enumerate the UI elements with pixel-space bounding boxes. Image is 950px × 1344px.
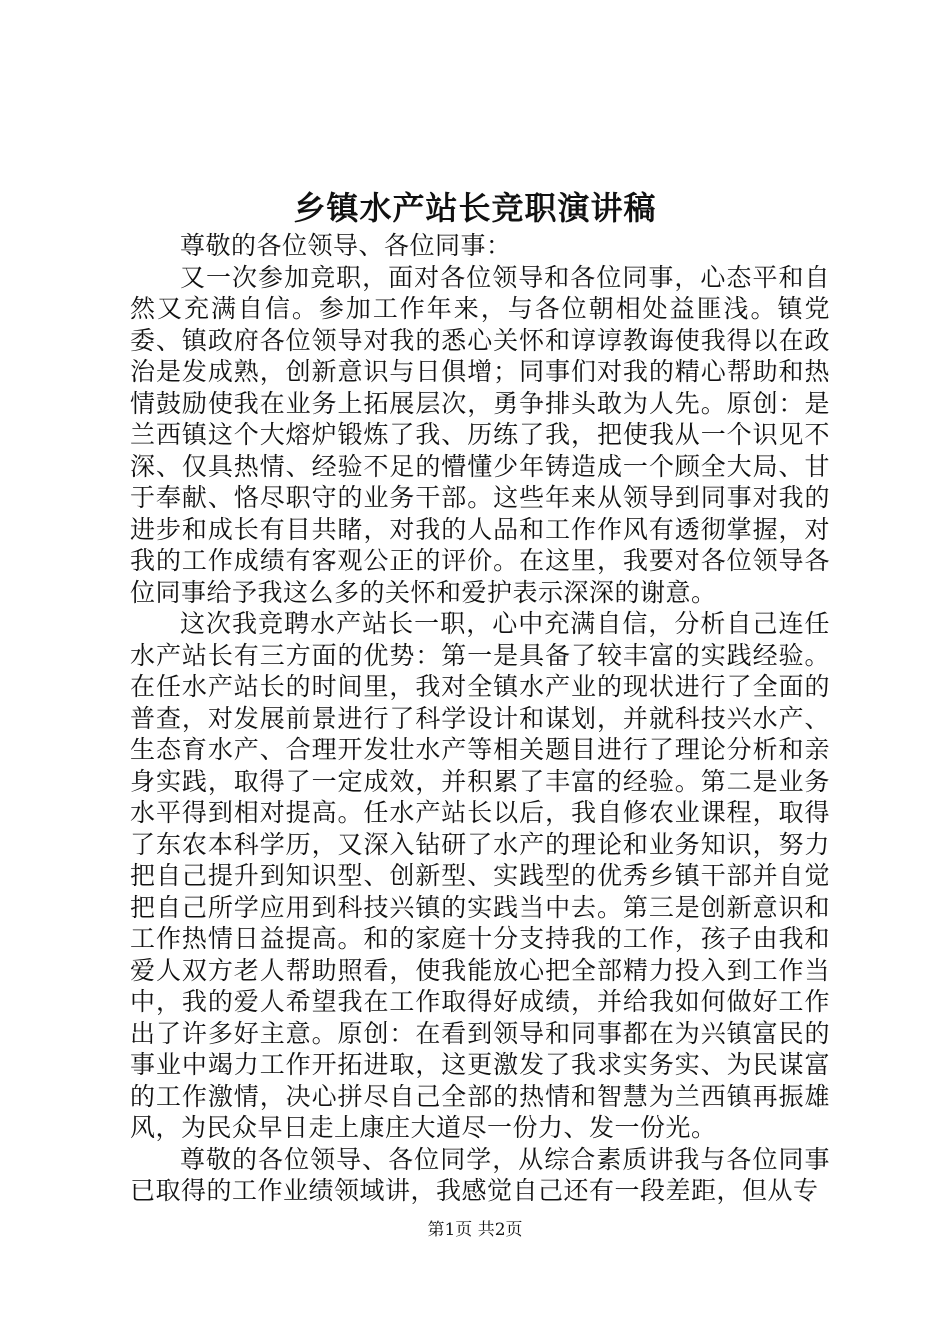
body-paragraph: 尊敬的各位领导、各位同学，从综合素质讲我与各位同事已取得的工作业绩领域讲，我感觉自己还有一段差距，但从专 [130,1144,830,1205]
page-title: 乡镇水产站长竞职演讲稿 [293,189,657,227]
salutation-paragraph: 尊敬的各位领导、各位同事： [180,231,512,260]
body-paragraph: 这次我竞聘水产站长一职，心中充满自信，分析自己连任水产站长有三方面的优势：第一是具备了较丰富的实践经验。在任水产站长的时间里，我对全镇水产业的现状进行了全面的普查，对发展前景进行了科学设计和谋划，并就科技兴水产、生态育水产、合理开发壮水产等相关题目进行了理论分析和亲身实践，取得了一定成效，并积累了丰富的经验。第二是业务水平得到相对提高。任水产站长以后，我自修农业课程，取得了东农本科学历，又深入钻研了水产的理论和业务知识，努力把自己提升到知识型、创新型、实践型的优秀乡镇干部并自觉把自己所学应用到科技兴镇的实践当中去。第三是创新意识和工作热情日益提高。和的家庭十分支持我的工作，孩子由我和爱人双方老人帮助照看，使我能放心把全部精力投入到工作当中，我的爱人希望我在工作取得好成绩，并给我如何做好工作出了许多好主意。原创：在看到领导和同事都在为兴镇富民的事业中竭力工作开拓进取，这更激发了我求实务实、为民谋富的工作激情，决心拼尽自己全部的热情和智慧为兰西镇再振雄风，为民众早日走上康庄大道尽一份力、发一份光。 [130,609,830,1142]
document-body [130,230,830,1207]
body-paragraph: 又一次参加竞职，面对各位领导和各位同事，心态平和自然又充满自信。参加工作年来，与各位朝相处益匪浅。镇党委、镇政府各位领导对我的悉心关怀和谆谆教诲使我得以在政治是发成熟，创新意识与日俱增；同事们对我的精心帮助和热情鼓励使我在业务上拓展层次，勇争排头敢为人先。原创：是兰西镇这个大熔炉锻炼了我、历练了我，把使我从一个识见不深、仅具热情、经验不足的懵懂少年铸造成一个顾全大局、甘于奉献、恪尽职守的业务干部。这些年来从领导到同事对我的进步和成长有目共睹，对我的人品和工作作风有透彻掌握，对我的工作成绩有客观公正的评价。在这里，我要对各位领导各位同事给予我这么多的关怀和爱护表示深深的谢意。 [130,262,830,607]
page-footer: 第1页 共2页 [427,1220,523,1240]
